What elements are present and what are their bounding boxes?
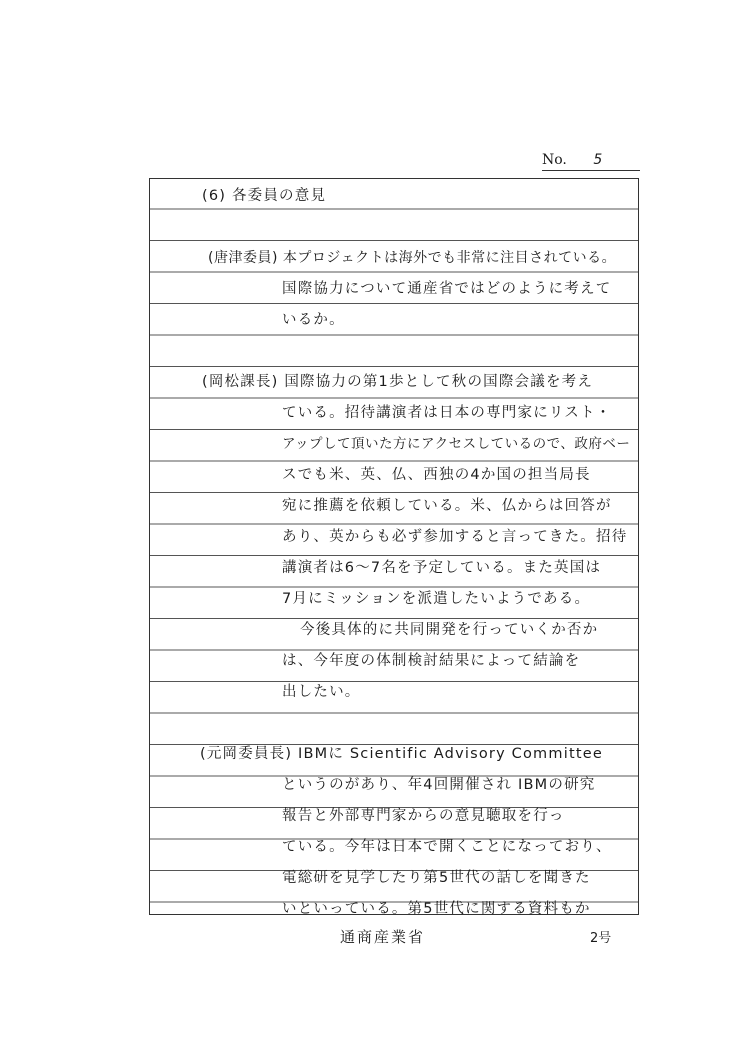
- okamatsu-remark-line-8: 7月にミッションを派遣したいようである。: [282, 591, 591, 607]
- motooka-remark-line-5: 電総研を見学したり第5世代の話しを聞きた: [282, 870, 591, 886]
- motooka-remark-line-1: (元岡委員長) IBMに Scientific Advisory Committee: [200, 746, 603, 762]
- motooka-remark-line-6: いといっている。第5世代に関する資料もか: [282, 901, 591, 917]
- motooka-remark-line-4: ている。今年は日本で開くことになっており、: [282, 839, 612, 855]
- section-heading: (6) 各委員の意見: [202, 188, 327, 204]
- okamatsu-remark-line-7: 講演者は6〜7名を予定している。また英国は: [282, 560, 602, 576]
- okamatsu-remark-line-3: アップして頂いた方にアクセスしているので、政府ベー: [282, 436, 631, 452]
- motooka-remark-line-3: 報告と外部専門家からの意見聴取を行っ: [282, 808, 565, 824]
- motooka-remark-line-2: というのがあり、年4回開催され IBMの研究: [282, 777, 596, 793]
- okamatsu-remark-line-4: スでも米、英、仏、西独の4か国の担当局長: [282, 467, 591, 483]
- page-number-value: 5: [593, 152, 603, 168]
- okamatsu-remark-line-10: は、今年度の体制検討結果によって結論を: [282, 653, 581, 669]
- lined-sheet: [149, 178, 639, 915]
- okamatsu-remark-line-6: あり、英からも必ず参加すると言ってきた。招待: [282, 529, 628, 545]
- karatsu-remark-line-1: (唐津委員) 本プロジェクトは海外でも非常に注目されている。: [208, 250, 617, 266]
- okamatsu-remark-line-9: 今後具体的に共同開発を行っていくか否か: [300, 622, 599, 638]
- okamatsu-remark-line-1: (岡松課長) 国際協力の第1歩として秋の国際会議を考え: [202, 374, 594, 390]
- okamatsu-remark-line-5: 宛に推薦を依頼している。米、仏からは回答が: [282, 498, 612, 514]
- karatsu-remark-line-2: 国際協力について通産省ではどのように考えて: [282, 281, 612, 297]
- karatsu-remark-line-3: いるか。: [282, 312, 345, 328]
- okamatsu-remark-line-2: ている。招待講演者は日本の専門家にリスト・: [282, 405, 612, 421]
- page-number-label: No.: [542, 152, 567, 168]
- page-number: [542, 152, 640, 171]
- footer-ministry-name: 通商産業省: [340, 928, 426, 946]
- footer-form-code: 2号: [590, 931, 612, 946]
- okamatsu-remark-line-11: 出したい。: [282, 684, 361, 700]
